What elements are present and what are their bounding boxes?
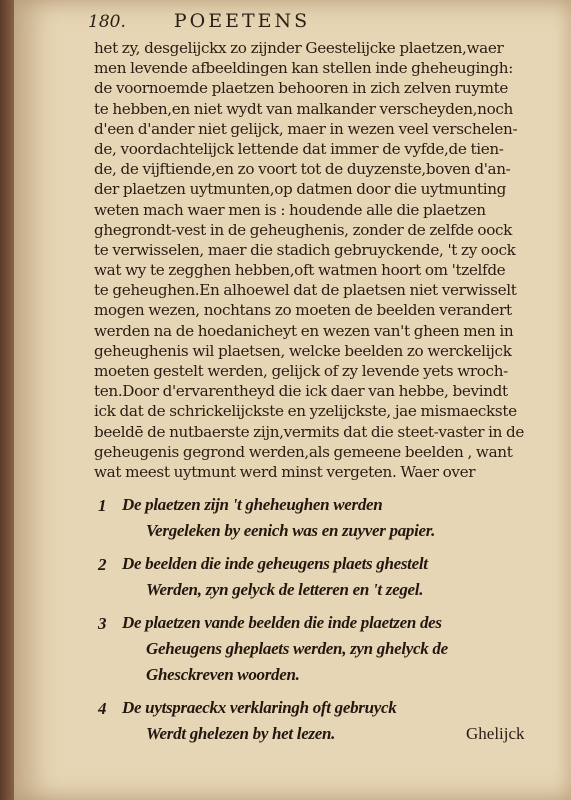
body-line: te hebben,en niet wydt van malkander verscheyden,noch	[94, 99, 513, 118]
list-item-line: Ghesckreven woorden.	[146, 665, 300, 684]
list-item-line: De plaetzen zijn 't gheheughen werden	[122, 495, 383, 514]
list-item-text	[122, 492, 538, 544]
list-item	[98, 610, 538, 688]
body-line: ten.Door d'ervarentheyd die ick daer van hebbe, bevindt	[94, 382, 508, 401]
body-line: weten mach waer men is : houdende alle die plaetzen	[94, 200, 486, 219]
body-line: de, de vijftiende,en zo voort tot de duyzenste,boven d'an-	[94, 160, 511, 179]
list-item-number: 3	[98, 614, 107, 633]
body-line: werden na de hoedanicheyt en wezen van't gheen men in	[94, 321, 514, 340]
list-item-line: Vergeleken by eenich was en zuyver papier.	[146, 521, 436, 540]
body-line: men levende afbeeldingen kan stellen inde gheheugingh:	[94, 59, 514, 78]
body-line: der plaetzen uytmunten,op datmen door die uytmunting	[94, 180, 507, 199]
list-item-text	[122, 551, 538, 603]
body-line: de, voordachtelijck lettende dat immer de vyfde,de tien-	[94, 139, 504, 158]
numbered-list	[98, 492, 538, 754]
body-line: d'een d'ander niet gelijck, maer in wezen veel verschelen-	[94, 119, 518, 138]
body-line: te geheughen.En alhoewel dat de plaetsen niet verwisselt	[94, 281, 517, 300]
list-item-text	[122, 610, 538, 688]
body-line: wat wy te zegghen hebben,oft watmen hoort om 'tzelfde	[94, 261, 506, 280]
list-item-line: De uytspraeckx verklaringh oft gebruyck	[122, 698, 397, 717]
list-item-number: 4	[98, 699, 107, 718]
list-item-line: Geheugens gheplaets werden, zyn ghelyck de	[146, 639, 448, 658]
body-line: geheughenis wil plaetsen, welcke beelden zo werckelijck	[94, 341, 512, 360]
list-item-number: 1	[98, 496, 107, 515]
list-item-line: Werden, zyn gelyck de letteren en 't zegel.	[146, 580, 424, 599]
body-line: moeten gestelt werden, gelijck of zy levende yets wroch-	[94, 362, 508, 380]
body-line: wat meest uytmunt werd minst vergeten. Waer over	[94, 462, 476, 481]
body-line: het zy, desgelijckx zo zijnder Geestelijcke plaetzen,waer	[94, 39, 504, 57]
list-item	[98, 551, 538, 603]
body-line: beeldē de nutbaerste zijn,vermits dat die steet-vaster in de	[94, 422, 525, 441]
page-header	[88, 10, 528, 36]
list-item-line: De plaetzen vande beelden die inde plaetzen des	[122, 613, 442, 632]
list-item	[98, 492, 538, 544]
page-number: 180.	[88, 12, 126, 32]
book-spine	[0, 0, 14, 800]
body-line: ick dat de schrickelijckste en yzelijckste, jae mismaeckste	[94, 402, 517, 421]
running-head: POEETENS	[173, 10, 311, 32]
catchword: Ghelijck	[466, 724, 525, 743]
body-line: geheugenis gegrond werden,als gemeene beelden , want	[94, 442, 513, 461]
body-text	[94, 38, 534, 482]
body-line: te verwisselen, maer die stadich gebruyckende, 't zy oock	[94, 240, 516, 259]
body-line: de voornoemde plaetzen behooren in zich zelven ruymte	[94, 79, 509, 98]
body-line: mogen wezen, nochtans zo moeten de beelden verandert	[94, 301, 512, 320]
list-item-line: Werdt ghelezen by het lezen.	[146, 724, 336, 743]
list-item-line: De beelden die inde geheugens plaets ghestelt	[122, 554, 428, 573]
list-item-number: 2	[98, 555, 107, 574]
body-line: ghegrondt-vest in de geheughenis, zonder de zelfde oock	[94, 220, 513, 239]
